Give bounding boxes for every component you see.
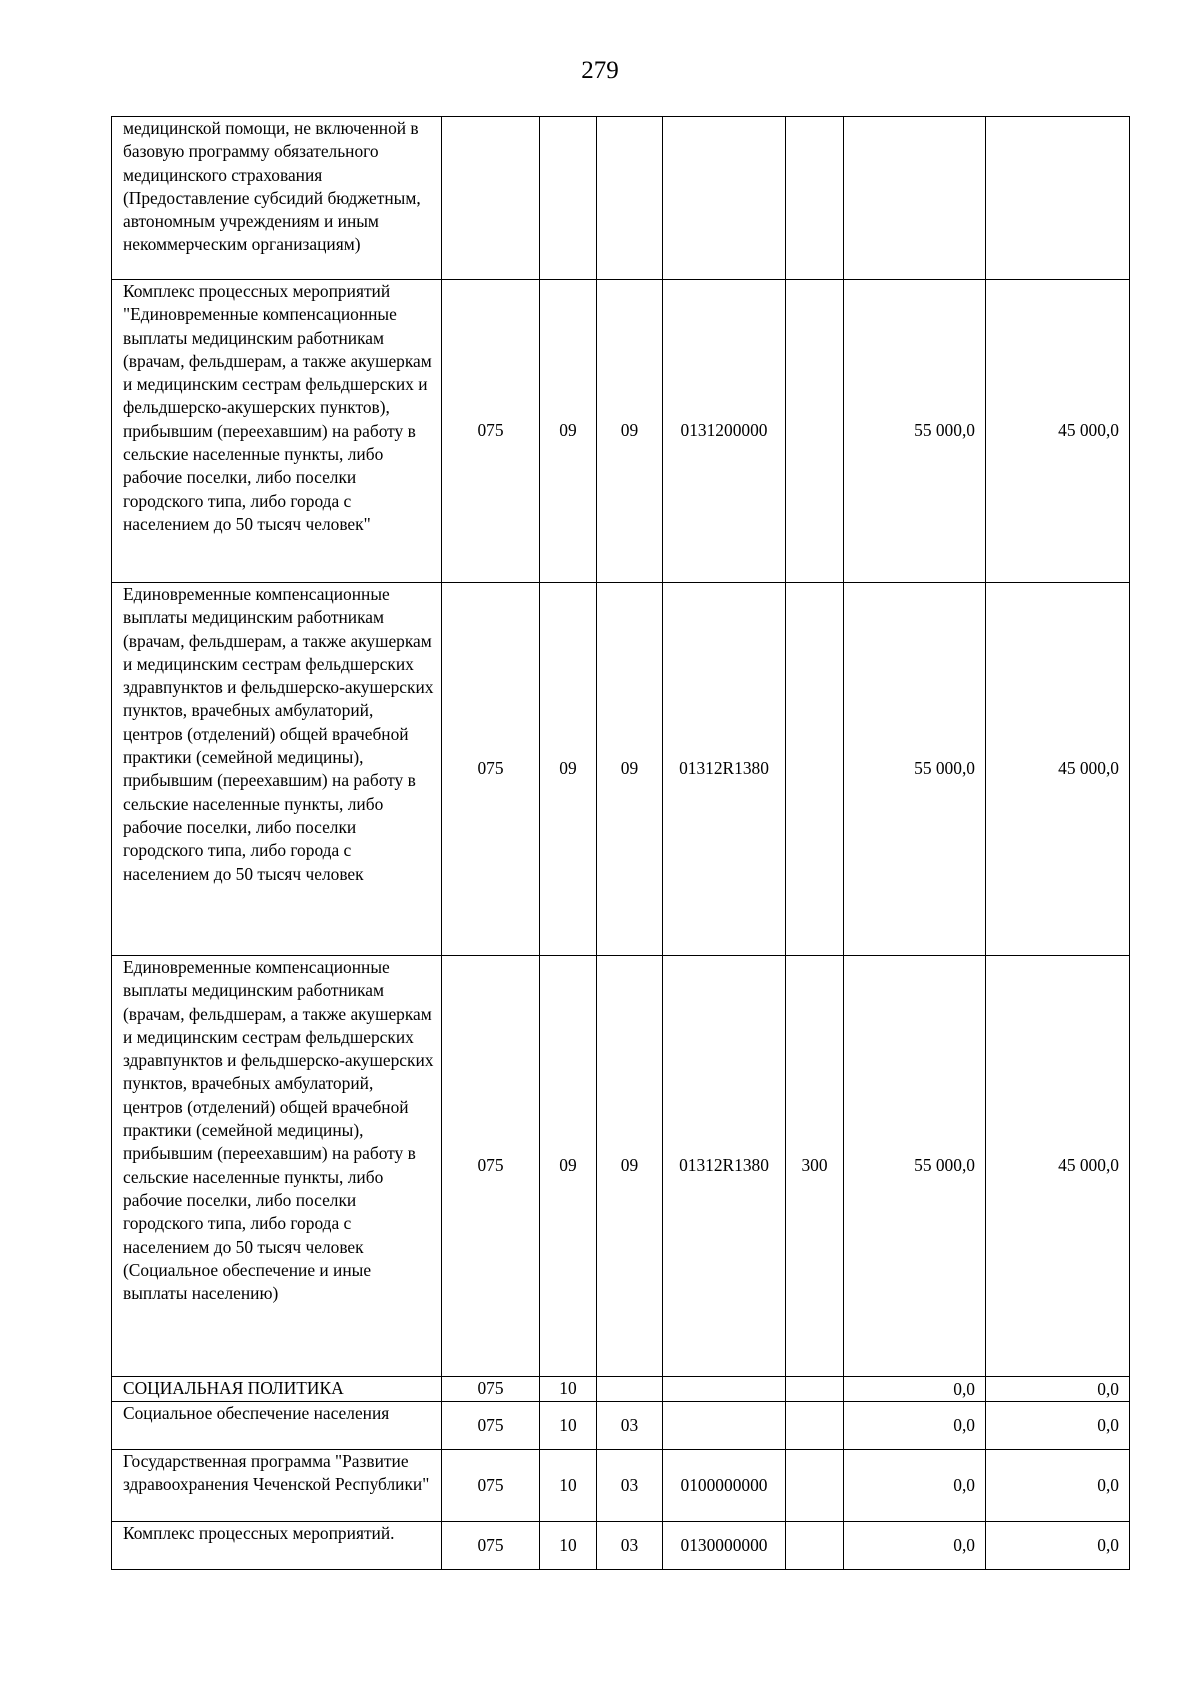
csr-cell <box>663 1402 786 1450</box>
sum-1-cell: 0,0 <box>844 1450 986 1522</box>
rz-cell: 09 <box>540 583 597 956</box>
row-name-cell: Единовременные компенсационные выплаты медицинским работникам (врачам, фельдшерам, а также акушеркам и медицинским сестрам фельдшерских здравпунктов и фельдшерско-акушерских пунктов, врачебных амбулаторий, центров (отделений) общей врачебной практики (семейной медицины), прибывшим (переехавшим) на работу в сельские населенные пункты, либо рабочие поселки, либо поселки городского типа, либо города с населением до 50 тысяч человек (Социальное обеспечение и иные выплаты населению) <box>112 956 442 1377</box>
rz-cell <box>540 117 597 280</box>
vr-cell <box>786 583 844 956</box>
rz-cell: 09 <box>540 956 597 1377</box>
pr-cell: 09 <box>597 956 663 1377</box>
table-row <box>112 117 1130 280</box>
pr-cell: 03 <box>597 1522 663 1570</box>
page-number: 279 <box>581 57 619 84</box>
ved-cell: 075 <box>442 1402 540 1450</box>
sum-1-cell: 0,0 <box>844 1522 986 1570</box>
ved-cell: 075 <box>442 1450 540 1522</box>
csr-cell <box>663 117 786 280</box>
vr-cell <box>786 1377 844 1402</box>
row-name-cell: медицинской помощи, не включенной в базовую программу обязательного медицинского страхования (Предоставление субсидий бюджетным, автономным учреждениям и иным некоммерческим организациям) <box>112 117 442 280</box>
sum-2-cell: 45 000,0 <box>986 280 1130 583</box>
row-name-cell: Социальное обеспечение населения <box>112 1402 442 1450</box>
vr-cell <box>786 1522 844 1570</box>
table-row <box>112 1377 1130 1402</box>
table-row <box>112 1522 1130 1570</box>
sum-2-cell: 0,0 <box>986 1402 1130 1450</box>
ved-cell <box>442 117 540 280</box>
vr-cell <box>786 1450 844 1522</box>
sum-1-cell: 0,0 <box>844 1402 986 1450</box>
budget-table <box>111 116 1130 1570</box>
sum-2-cell: 0,0 <box>986 1377 1130 1402</box>
csr-cell <box>663 1377 786 1402</box>
sum-2-cell: 0,0 <box>986 1522 1130 1570</box>
table-row <box>112 956 1130 1377</box>
ved-cell: 075 <box>442 1377 540 1402</box>
vr-cell <box>786 1402 844 1450</box>
csr-cell: 01312R1380 <box>663 583 786 956</box>
csr-cell: 0131200000 <box>663 280 786 583</box>
sum-1-cell <box>844 117 986 280</box>
sum-2-cell: 45 000,0 <box>986 956 1130 1377</box>
pr-cell <box>597 1377 663 1402</box>
table-row <box>112 1402 1130 1450</box>
pr-cell: 09 <box>597 583 663 956</box>
rz-cell: 10 <box>540 1402 597 1450</box>
vr-cell <box>786 280 844 583</box>
sum-2-cell: 45 000,0 <box>986 583 1130 956</box>
ved-cell: 075 <box>442 1522 540 1570</box>
pr-cell: 09 <box>597 280 663 583</box>
rz-cell: 10 <box>540 1522 597 1570</box>
rz-cell: 10 <box>540 1377 597 1402</box>
sum-1-cell: 55 000,0 <box>844 280 986 583</box>
ved-cell: 075 <box>442 583 540 956</box>
pr-cell <box>597 117 663 280</box>
rz-cell: 10 <box>540 1450 597 1522</box>
sum-2-cell <box>986 117 1130 280</box>
table-row <box>112 1450 1130 1522</box>
csr-cell: 01312R1380 <box>663 956 786 1377</box>
row-name-cell: Комплекс процессных мероприятий. <box>112 1522 442 1570</box>
table-row <box>112 280 1130 583</box>
vr-cell <box>786 117 844 280</box>
sum-2-cell: 0,0 <box>986 1450 1130 1522</box>
ved-cell: 075 <box>442 956 540 1377</box>
ved-cell: 075 <box>442 280 540 583</box>
rz-cell: 09 <box>540 280 597 583</box>
sum-1-cell: 55 000,0 <box>844 583 986 956</box>
row-name-cell: Государственная программа "Развитие здравоохранения Чеченской Республики" <box>112 1450 442 1522</box>
pr-cell: 03 <box>597 1450 663 1522</box>
table-row <box>112 583 1130 956</box>
pr-cell: 03 <box>597 1402 663 1450</box>
row-name-cell: Комплекс процессных мероприятий "Единовременные компенсационные выплаты медицинским работникам (врачам, фельдшерам, а также акушеркам и медицинским сестрам фельдшерских и фельдшерско-акушерских пунктов), прибывшим (переехавшим) на работу в сельские населенные пункты, либо рабочие поселки, либо поселки городского типа, либо города с населением до 50 тысяч человек" <box>112 280 442 583</box>
row-name-cell: СОЦИАЛЬНАЯ ПОЛИТИКА <box>112 1377 442 1402</box>
row-name-cell: Единовременные компенсационные выплаты медицинским работникам (врачам, фельдшерам, а также акушеркам и медицинским сестрам фельдшерских здравпунктов и фельдшерско-акушерских пунктов, врачебных амбулаторий, центров (отделений) общей врачебной практики (семейной медицины), прибывшим (переехавшим) на работу в сельские населенные пункты, либо рабочие поселки, либо поселки городского типа, либо города с населением до 50 тысяч человек <box>112 583 442 956</box>
sum-1-cell: 0,0 <box>844 1377 986 1402</box>
vr-cell: 300 <box>786 956 844 1377</box>
sum-1-cell: 55 000,0 <box>844 956 986 1377</box>
csr-cell: 0130000000 <box>663 1522 786 1570</box>
csr-cell: 0100000000 <box>663 1450 786 1522</box>
